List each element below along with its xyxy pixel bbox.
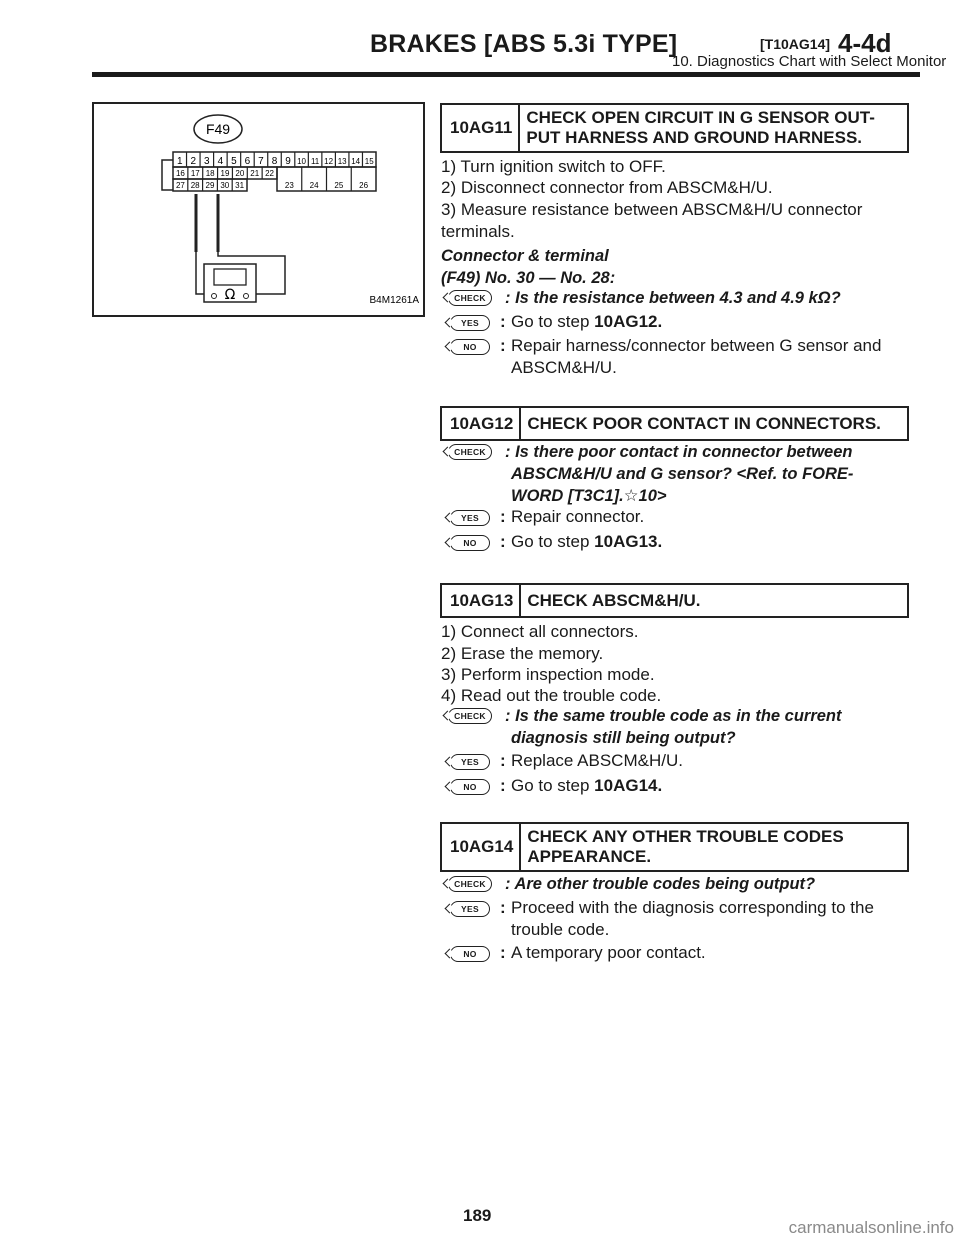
yes-answer: Replace ABSCM&H/U. [511,751,683,770]
pin-number: 29 [205,181,215,190]
step-header-10ag11 [440,103,909,153]
colon: : [500,507,506,526]
connector-bracket [162,160,173,190]
page-number: 189 [463,1206,492,1225]
check-icon: CHECK [448,876,492,892]
pin-number: 9 [285,156,291,167]
no-icon: NO [450,779,490,795]
no-answer-text: Go to step [511,776,595,795]
check-question: : Is there poor contact in connector between [505,443,853,461]
step-title-line: CHECK OPEN CIRCUIT IN G SENSOR OUT- [526,108,875,127]
step-header-10ag12 [440,406,909,441]
step-instruction: 1) Turn ignition switch to OFF. [441,157,666,176]
step-title-line: CHECK ANY OTHER TROUBLE CODES [527,827,844,846]
step-code: 10AG13 [442,585,521,616]
no-answer-text: Go to step [511,532,595,551]
pin-number: 25 [334,181,344,190]
pin-number: 10 [297,157,307,166]
figure-code: B4M1261A [369,295,419,306]
step-instruction: 3) Measure resistance between ABSCM&H/U connector [441,200,863,219]
connector-note: Connector & terminal [441,247,609,265]
check-icon: CHECK [448,290,492,306]
check-icon: CHECK [448,444,492,460]
yes-answer [511,311,662,333]
pin-number: 22 [265,169,275,178]
pin-number: 31 [235,181,245,190]
no-icon: NO [450,535,490,551]
connector-diagram-drawing [94,104,423,315]
no-answer [511,775,662,797]
step-title [521,824,849,870]
pin-row-1 [177,152,374,167]
pin-number: 5 [231,156,237,167]
check-question: : Are other trouble codes being output? [505,875,816,893]
pin-number: 16 [175,169,185,178]
pin-number: 26 [359,181,369,190]
pin-row-2-right [285,167,369,191]
colon: : [500,776,506,795]
step-instruction: 4) Read out the trouble code. [441,686,662,705]
pin-number: 12 [324,157,334,166]
pin-number: 30 [220,181,230,190]
ohm-symbol: Ω [224,287,236,303]
pin-number: 27 [175,181,185,190]
check-question: : Is the same trouble code as in the current [505,707,842,725]
colon: : [500,898,506,917]
section-number: 4-4d [838,28,892,58]
pin-number: 3 [204,156,210,167]
step-title-line: APPEARANCE. [527,847,652,866]
yes-answer-text: Go to step [511,312,595,331]
colon: : [500,532,506,551]
pin-number: 21 [250,169,260,178]
yes-icon: YES [450,754,490,770]
pin-number: 20 [235,169,245,178]
step-title: CHECK ABSCM&H/U. [527,590,701,610]
pin-number: 23 [284,181,294,190]
step-instruction: terminals. [441,222,515,241]
colon: : [500,943,506,962]
pin-number: 6 [244,156,251,167]
pin-row-2 [176,167,275,179]
no-icon: NO [450,946,490,962]
page-subtitle: 10. Diagnostics Chart with Select Monitor [672,53,947,70]
step-title: CHECK POOR CONTACT IN CONNECTORS. [527,413,881,433]
yes-icon: YES [450,901,490,917]
step-code: 10AG11 [442,105,520,151]
pin-number: 15 [364,157,374,166]
step-instruction: 1) Connect all connectors. [441,622,639,641]
connector-label: F49 [205,121,231,137]
yes-answer: Repair connector. [511,507,645,526]
step-header-10ag13 [440,583,909,618]
step-instruction: 2) Erase the memory. [441,644,604,663]
no-answer: A temporary poor contact. [511,943,706,962]
connector-note: (F49) No. 30 — No. 28: [441,269,616,287]
step-title-line: PUT HARNESS AND GROUND HARNESS. [526,128,863,147]
check-question: : Is the resistance between 4.3 and 4.9 kΩ? [505,289,841,307]
pin-number: 28 [190,181,200,190]
yes-answer: trouble code. [511,920,610,939]
connector-diagram [92,102,425,317]
section-code: [T10AG14] [760,36,831,52]
check-question: diagnosis still being output? [511,729,736,747]
step-code: 10AG12 [442,408,521,439]
no-step-link[interactable]: 10AG13. [594,532,663,551]
no-answer: Repair harness/connector between G sensor and [511,336,882,355]
pin-number: 4 [217,156,224,167]
pin-number: 1 [176,156,183,167]
step-code: 10AG14 [442,824,521,870]
yes-step-link[interactable]: 10AG12. [594,312,663,331]
pin-number: 24 [309,181,319,190]
pin-number: 11 [310,157,320,166]
pin-number: 14 [351,157,361,166]
no-answer: ABSCM&H/U. [511,358,617,377]
watermark: carmanualsonline.info [788,1218,954,1237]
pin-number: 19 [220,169,230,178]
pin-number: 17 [190,169,200,178]
pin-number: 18 [205,169,215,178]
check-question: ABSCM&H/U and G sensor? <Ref. to FORE- [511,465,854,483]
pin-number: 8 [271,156,278,167]
pin-number: 13 [337,157,347,166]
check-question: WORD [T3C1].☆10> [511,487,667,505]
check-icon: CHECK [448,708,492,724]
colon: : [500,312,506,331]
pin-number: 7 [258,156,264,167]
step-title [520,105,881,151]
pin-number: 2 [190,156,197,167]
colon: : [500,751,506,770]
yes-answer: Proceed with the diagnosis corresponding to the [511,898,874,917]
colon: : [500,336,506,355]
pin-row-3 [176,179,245,191]
step-header-10ag14 [440,822,909,872]
step-instruction: 2) Disconnect connector from ABSCM&H/U. [441,178,773,197]
yes-icon: YES [450,510,490,526]
yes-icon: YES [450,315,490,331]
no-step-link[interactable]: 10AG14. [594,776,663,795]
page-section-title: BRAKES [ABS 5.3i TYPE] [370,30,678,58]
header-divider [92,72,920,77]
no-answer [511,531,662,553]
no-icon: NO [450,339,490,355]
step-instruction: 3) Perform inspection mode. [441,665,655,684]
